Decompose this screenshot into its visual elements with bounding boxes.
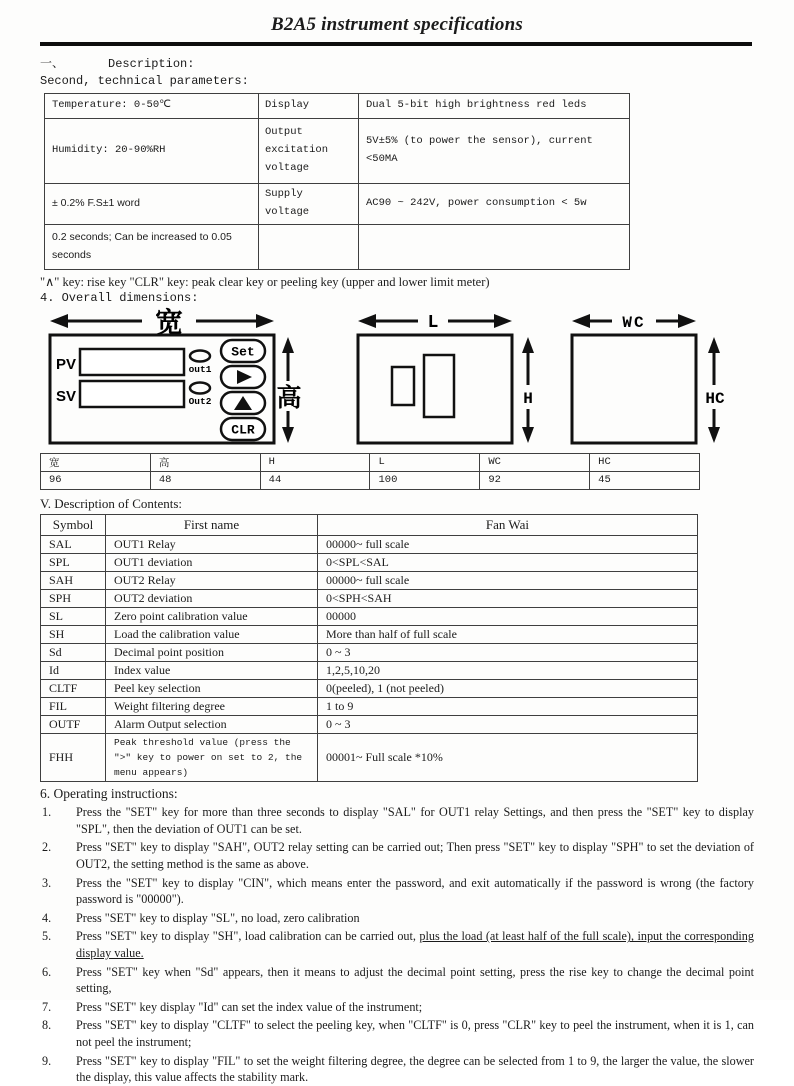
symbol-cell: SL — [41, 607, 106, 625]
name-cell: OUT1 Relay — [106, 535, 318, 553]
sv-display-window — [80, 381, 184, 407]
table-row — [41, 733, 698, 782]
name-cell: OUT1 deviation — [106, 553, 318, 571]
table-row — [41, 643, 698, 661]
name-cell: Peak threshold value (press the ">" key to power on set to 2, the menu appears) — [106, 733, 318, 782]
symbol-cell: CLTF — [41, 679, 106, 697]
wc-label: WC — [622, 313, 646, 332]
h-label: H — [523, 389, 533, 408]
table-row — [45, 94, 630, 119]
item-number: 5. — [42, 929, 52, 944]
item-number: 4. — [42, 910, 52, 925]
title-divider — [40, 42, 752, 46]
value-cell: 92 — [480, 471, 590, 489]
symbol-cell: SAL — [41, 535, 106, 553]
width-label: 宽 — [154, 307, 184, 339]
range-cell: 0<SPH<SAH — [318, 589, 698, 607]
cell-supply-label: Supply voltage — [259, 184, 359, 225]
value-cell: 96 — [41, 471, 151, 489]
item-text: Press "SET" key to display "CLTF" to select the peeling key, when "CLTF" is 0, press "CLR" key to peel the instrument, when it is 1, can not peel the instrument; — [76, 1018, 754, 1049]
item-text: Press "SET" key to display "SAH", OUT2 relay setting can be carried out; Then press "SET" key to display "SPH" to set the deviation of OUT2, the setting method is the same as above. — [76, 840, 754, 872]
name-cell: Load the calibration value — [106, 625, 318, 643]
instructions-heading: 6. Operating instructions: — [40, 786, 178, 802]
table-row — [41, 715, 698, 733]
item-text: Press "SET" key to display "FIL" to set the weight filtering degree, the degree can be selected from 1 to 9, the larger the value, the slower the display, this value affects the stability mark. — [76, 1053, 754, 1085]
item-number: 1. — [42, 805, 52, 820]
panel-cutout-diagram — [356, 307, 546, 447]
item-number: 8. — [42, 1018, 52, 1033]
range-cell: 0 ~ 3 — [318, 715, 698, 733]
range-cell: 0<SPL<SAL — [318, 553, 698, 571]
header-cell: L — [370, 453, 480, 471]
header-cell: WC — [480, 453, 590, 471]
range-cell: More than half of full scale — [318, 625, 698, 643]
contents-heading: V. Description of Contents: — [40, 495, 183, 511]
cell-excitation-label: Output excitation voltage — [259, 119, 359, 184]
header-cell: H — [260, 453, 370, 471]
out2-led-icon — [190, 382, 210, 393]
symbol-cell: SAH — [41, 571, 106, 589]
description-label: Description: — [108, 57, 195, 71]
symbol-cell: SH — [41, 625, 106, 643]
item-number: 6. — [42, 964, 52, 979]
cutout-outline — [358, 335, 512, 443]
l-label: L — [427, 312, 439, 333]
header-cell: HC — [590, 453, 700, 471]
rear-view-diagram — [570, 307, 740, 447]
list-item — [40, 1017, 754, 1050]
range-cell: 0 ~ 3 — [318, 643, 698, 661]
value-cell: 45 — [590, 471, 700, 489]
list-item — [40, 928, 754, 961]
table-row — [41, 679, 698, 697]
cell-temperature: Temperature: 0-50℃ — [45, 94, 259, 119]
range-cell: 00000~ full scale — [318, 535, 698, 553]
cutout-slot-large — [424, 355, 454, 417]
dimension-diagrams — [46, 307, 754, 447]
description-heading — [40, 54, 754, 71]
out1-label: out1 — [188, 363, 212, 375]
cell-supply-value: AC90 ~ 242V, power consumption < 5w — [359, 184, 630, 225]
list-item — [40, 804, 754, 837]
table-row — [41, 535, 698, 553]
symbol-cell: Id — [41, 661, 106, 679]
page-title: B2A5 instrument specifications — [271, 14, 523, 35]
range-cell: 0(peeled), 1 (not peeled) — [318, 679, 698, 697]
item-number: 2. — [42, 840, 52, 855]
list-item — [40, 875, 754, 908]
name-cell: Zero point calibration value — [106, 607, 318, 625]
table-row — [41, 607, 698, 625]
symbol-cell: OUTF — [41, 715, 106, 733]
cell-sampling: 0.2 seconds; Can be increased to 0.05 seconds — [45, 224, 259, 269]
range-cell: 00001~ Full scale *10% — [318, 733, 698, 782]
item-text: Press "SET" key to display "SL", no load, zero calibration — [76, 910, 360, 925]
name-cell: Weight filtering degree — [106, 697, 318, 715]
item-text: Press the "SET" key for more than three seconds to display "SAL" for OUT1 relay Settings, and then press the "SET" key to display "SPL", then the deviation of OUT1 can be set. — [76, 805, 754, 836]
item-text — [76, 928, 754, 961]
table-row — [41, 471, 700, 489]
description-number: 一、 — [40, 57, 65, 71]
overall-dimensions-heading: 4. Overall dimensions: — [40, 290, 199, 305]
height-label: 高 — [276, 384, 302, 412]
cell-empty — [259, 224, 359, 269]
out1-led-icon — [190, 350, 210, 361]
list-item — [40, 999, 754, 1016]
cutout-slot-small — [392, 367, 414, 405]
symbol-cell: Sd — [41, 643, 106, 661]
name-cell: Decimal point position — [106, 643, 318, 661]
name-cell: OUT2 deviation — [106, 589, 318, 607]
key-note: "∧" key: rise key "CLR" key: peak clear key or peeling key (upper and lower limit meter) — [40, 274, 490, 289]
name-cell: Index value — [106, 661, 318, 679]
technical-parameters-heading: Second, technical parameters: — [40, 74, 249, 88]
table-row — [45, 224, 630, 269]
value-cell: 100 — [370, 471, 480, 489]
value-cell: 44 — [260, 471, 370, 489]
table-row — [41, 697, 698, 715]
header-cell: Fan Wai — [318, 514, 698, 535]
symbol-cell: FIL — [41, 697, 106, 715]
table-row — [41, 553, 698, 571]
item-number: 9. — [42, 1053, 52, 1068]
sv-label: SV — [56, 387, 77, 405]
table-row — [41, 571, 698, 589]
symbol-cell: FHH — [41, 733, 106, 782]
table-row — [41, 589, 698, 607]
list-item — [40, 964, 754, 997]
item-number: 3. — [42, 875, 52, 890]
set-button-label: Set — [231, 344, 255, 360]
name-cell: Peel key selection — [106, 679, 318, 697]
item-text: Press "SET" key when "Sd" appears, then it means to adjust the decimal point setting, press the rise key to change the decimal point setting, — [76, 964, 754, 996]
instructions-list — [40, 804, 754, 1086]
dimensions-table — [40, 453, 700, 490]
cell-humidity: Humidity: 20-90%RH — [45, 119, 259, 184]
value-cell: 48 — [150, 471, 260, 489]
table-row — [41, 625, 698, 643]
front-panel-diagram — [46, 307, 306, 447]
symbol-cell: SPH — [41, 589, 106, 607]
item-text: Press the "SET" key to display "CIN", which means enter the password, and exit automatically if the password is wrong (the factory password is "00000"). — [76, 875, 754, 907]
item-text-underlined: plus the load (at least half of the full scale), input the corresponding display value. — [76, 929, 754, 960]
table-row — [41, 661, 698, 679]
range-cell: 1 to 9 — [318, 697, 698, 715]
cell-accuracy: ± 0.2% F.S±1 word — [45, 184, 259, 225]
technical-parameters-table — [44, 93, 630, 270]
header-cell: First name — [106, 514, 318, 535]
pv-display-window — [80, 349, 184, 375]
hc-label: HC — [705, 389, 725, 408]
cell-display-value: Dual 5-bit high brightness red leds — [359, 94, 630, 119]
rear-outline — [572, 335, 696, 443]
item-text: Press "SET" key display "Id" can set the index value of the instrument; — [76, 999, 423, 1014]
name-cell: Alarm Output selection — [106, 715, 318, 733]
range-cell: 00000 — [318, 607, 698, 625]
cell-empty — [359, 224, 630, 269]
symbol-cell: SPL — [41, 553, 106, 571]
header-cell: 宽 — [41, 453, 151, 471]
list-item — [40, 910, 754, 927]
header-cell: 高 — [150, 453, 260, 471]
range-cell: 00000~ full scale — [318, 571, 698, 589]
clr-button-label: CLR — [231, 422, 255, 438]
out2-label: Out2 — [188, 395, 212, 407]
item-text-plain: Press "SET" key to display "SH", load calibration can be carried out, — [76, 929, 420, 944]
table-row — [45, 184, 630, 225]
cell-display-label: Display — [259, 94, 359, 119]
header-cell: Symbol — [41, 514, 106, 535]
item-number: 7. — [42, 999, 52, 1014]
table-header-row — [41, 514, 698, 535]
list-item — [40, 839, 754, 872]
table-row — [41, 453, 700, 471]
contents-table — [40, 514, 698, 783]
list-item — [40, 1053, 754, 1086]
name-cell: OUT2 Relay — [106, 571, 318, 589]
range-cell: 1,2,5,10,20 — [318, 661, 698, 679]
pv-label: PV — [56, 355, 77, 373]
table-row — [45, 119, 630, 184]
cell-excitation-value: 5V±5% (to power the sensor), current <50MA — [359, 119, 630, 184]
